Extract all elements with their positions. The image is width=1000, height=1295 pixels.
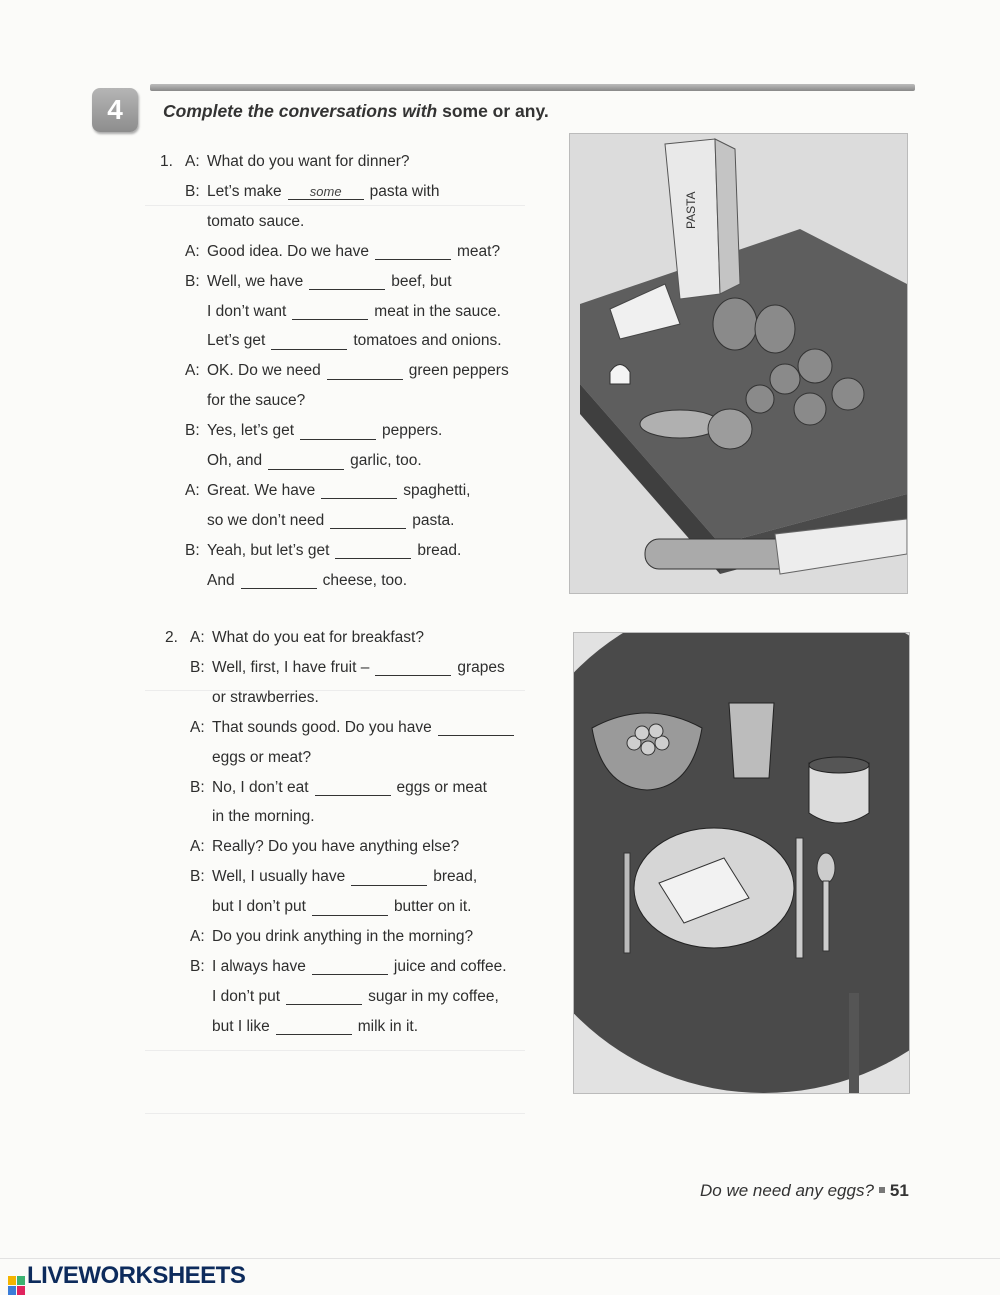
text-before: in the morning. <box>212 808 315 826</box>
dialogue-text <box>212 836 459 858</box>
ghost-line <box>145 205 525 206</box>
onion <box>640 410 720 438</box>
breakfast-table-illustration <box>573 632 910 1094</box>
dialogue-text <box>207 301 501 323</box>
text-after: bread, <box>433 868 478 886</box>
text-before: Well, first, I have fruit – <box>212 658 370 676</box>
text-before: Let’s get <box>207 332 266 350</box>
text-before: tomato sauce. <box>207 212 305 230</box>
dialogue-text <box>212 956 507 978</box>
bread <box>645 539 795 569</box>
speaker-label: A: <box>190 838 205 856</box>
text-after: tomatoes and onions. <box>353 332 502 350</box>
text-before: so we don’t need <box>207 511 325 529</box>
instruction-text: Complete the conversations with <box>163 101 438 121</box>
onion <box>708 409 752 449</box>
speaker-label: B: <box>185 272 200 290</box>
text-after: pasta with <box>369 182 440 200</box>
dialogue-text <box>212 717 520 739</box>
speaker-label: A: <box>185 242 200 260</box>
answer-blank[interactable] <box>312 958 388 975</box>
pasta-box-label: PASTA <box>684 191 698 229</box>
text-after: cheese, too. <box>322 571 408 589</box>
text-after: juice and coffee. <box>393 957 507 975</box>
exercise-number-badge: 4 <box>92 88 138 132</box>
text-before: eggs or meat? <box>212 748 312 766</box>
speaker-label: B: <box>190 868 205 886</box>
speaker-label: B: <box>190 778 205 796</box>
dialogue-text <box>212 687 319 709</box>
speaker-label: B: <box>190 658 205 676</box>
text-after: pasta. <box>412 511 455 529</box>
text-after: sugar in my coffee, <box>368 987 499 1005</box>
liveworksheets-brand[interactable] <box>8 1262 245 1295</box>
text-before: I don’t put <box>212 987 281 1005</box>
answer-blank[interactable] <box>276 1018 352 1035</box>
exercise-instruction <box>163 101 549 122</box>
text-before: Really? Do you have anything else? <box>212 838 460 856</box>
speaker-label: A: <box>190 928 205 945</box>
text-after: meat in the sauce. <box>374 302 501 320</box>
conversation-number: 2. <box>165 629 178 646</box>
text-after: spaghetti, <box>403 481 471 499</box>
answer-blank[interactable] <box>271 333 347 350</box>
ghost-line <box>145 1113 525 1114</box>
dialogue-text <box>212 657 505 679</box>
speaker-label: A: <box>190 718 205 736</box>
dialogue-text <box>207 211 304 233</box>
dialogue-text <box>207 420 442 442</box>
juice-glass <box>729 703 774 778</box>
text-after: butter on it. <box>393 898 472 916</box>
dialogue-text <box>207 540 461 562</box>
text-before: No, I don’t eat <box>212 778 309 796</box>
text-before: but I like <box>212 1017 270 1035</box>
dialogue-text <box>212 896 471 918</box>
speaker-label: A: <box>185 362 200 380</box>
conversation-number: 1. <box>160 153 173 170</box>
speaker-label: A: <box>190 629 205 646</box>
ghost-line <box>145 1050 525 1051</box>
dialogue-text <box>207 241 500 263</box>
text-after: meat? <box>457 242 501 260</box>
footer-title: Do we need any eggs? <box>700 1181 874 1200</box>
answer-blank[interactable] <box>438 719 514 736</box>
answer-blank[interactable] <box>241 572 317 589</box>
dialogue-text <box>212 986 499 1008</box>
text-after: green peppers <box>408 362 509 380</box>
speaker-label: B: <box>185 182 200 200</box>
dialogue-text <box>207 151 409 173</box>
answer-blank[interactable] <box>330 512 406 529</box>
text-after: milk in it. <box>357 1017 419 1035</box>
answer-blank[interactable] <box>375 659 451 676</box>
spoon <box>817 853 835 883</box>
knife <box>796 838 803 958</box>
answer-blank[interactable] <box>315 779 391 796</box>
answer-blank[interactable] <box>300 423 376 440</box>
speaker-label: A: <box>185 153 200 170</box>
dialogue-text <box>212 866 477 888</box>
answer-blank[interactable] <box>335 542 411 559</box>
table-leg <box>849 993 859 1093</box>
text-before: Great. We have <box>207 481 316 499</box>
dialogue-text <box>207 360 509 382</box>
answer-blank[interactable] <box>375 243 451 260</box>
text-after: eggs or meat <box>396 778 487 796</box>
brand-name: LIVEWORKSHEETS <box>27 1262 246 1289</box>
dialogue-text <box>207 271 452 293</box>
dialogue-text <box>212 1016 418 1038</box>
dialogue-text <box>212 627 424 649</box>
dialogue-text <box>207 510 454 532</box>
text-before: OK. Do we need <box>207 362 321 380</box>
dialogue-text <box>212 747 311 769</box>
text-before: I always have <box>212 957 306 975</box>
dialogue-text <box>207 330 502 352</box>
text-after: garlic, too. <box>350 452 422 469</box>
page-number: 51 <box>889 1181 909 1200</box>
text-before: Well, I usually have <box>212 868 346 886</box>
text-before: Yeah, but let’s get <box>207 541 330 559</box>
answer-blank[interactable] <box>321 482 397 499</box>
text-after: grapes <box>457 658 505 676</box>
answer-blank[interactable] <box>268 453 344 470</box>
text-after: peppers. <box>382 422 443 440</box>
ghost-line <box>145 690 525 691</box>
dialogue-text <box>207 390 305 412</box>
text-before: Do you drink anything in the morning? <box>212 928 474 945</box>
brand-divider <box>0 1258 1000 1259</box>
text-before: I don’t want <box>207 302 287 320</box>
text-before: Let’s make <box>207 182 282 200</box>
dialogue-text <box>212 777 487 799</box>
dialogue-text <box>207 450 422 472</box>
answer-blank[interactable] <box>312 899 388 916</box>
dialogue-text <box>207 570 407 592</box>
text-before: And <box>207 571 235 589</box>
page-footer <box>700 1181 909 1201</box>
text-before: Oh, and <box>207 452 263 469</box>
speaker-label: B: <box>190 957 205 975</box>
dialogue-text <box>212 806 315 828</box>
fork <box>624 853 630 953</box>
love-logo-icon <box>8 1276 25 1295</box>
text-before: Well, we have <box>207 272 304 290</box>
answer-blank[interactable] <box>327 363 403 380</box>
text-before: or strawberries. <box>212 688 319 706</box>
instruction-keywords: some or any. <box>442 101 549 121</box>
header-rule <box>150 84 915 91</box>
dialogue-text <box>207 181 439 203</box>
text-before: That sounds good. Do you have <box>212 718 432 736</box>
text-after: bread. <box>417 541 462 559</box>
text-after: beef, but <box>391 272 452 290</box>
dialogue-text <box>207 480 470 502</box>
text-before: for the sauce? <box>207 392 306 410</box>
answer-blank[interactable] <box>288 183 364 200</box>
speaker-label: B: <box>185 541 200 559</box>
text-before: What do you want for dinner? <box>207 153 410 170</box>
text-before: but I don’t put <box>212 898 306 916</box>
dialogue-text <box>212 926 473 948</box>
text-before: Good idea. Do we have <box>207 242 369 260</box>
answer-blank[interactable] <box>351 869 427 886</box>
answer-blank[interactable] <box>286 988 362 1005</box>
text-before: What do you eat for breakfast? <box>212 629 424 646</box>
speaker-label: B: <box>185 422 200 440</box>
speaker-label: A: <box>185 481 200 499</box>
text-before: Yes, let’s get <box>207 422 295 440</box>
footer-separator <box>879 1187 885 1193</box>
dinner-ingredients-illustration <box>569 133 908 594</box>
answer-blank[interactable] <box>292 303 368 320</box>
answer-blank[interactable] <box>309 273 385 290</box>
